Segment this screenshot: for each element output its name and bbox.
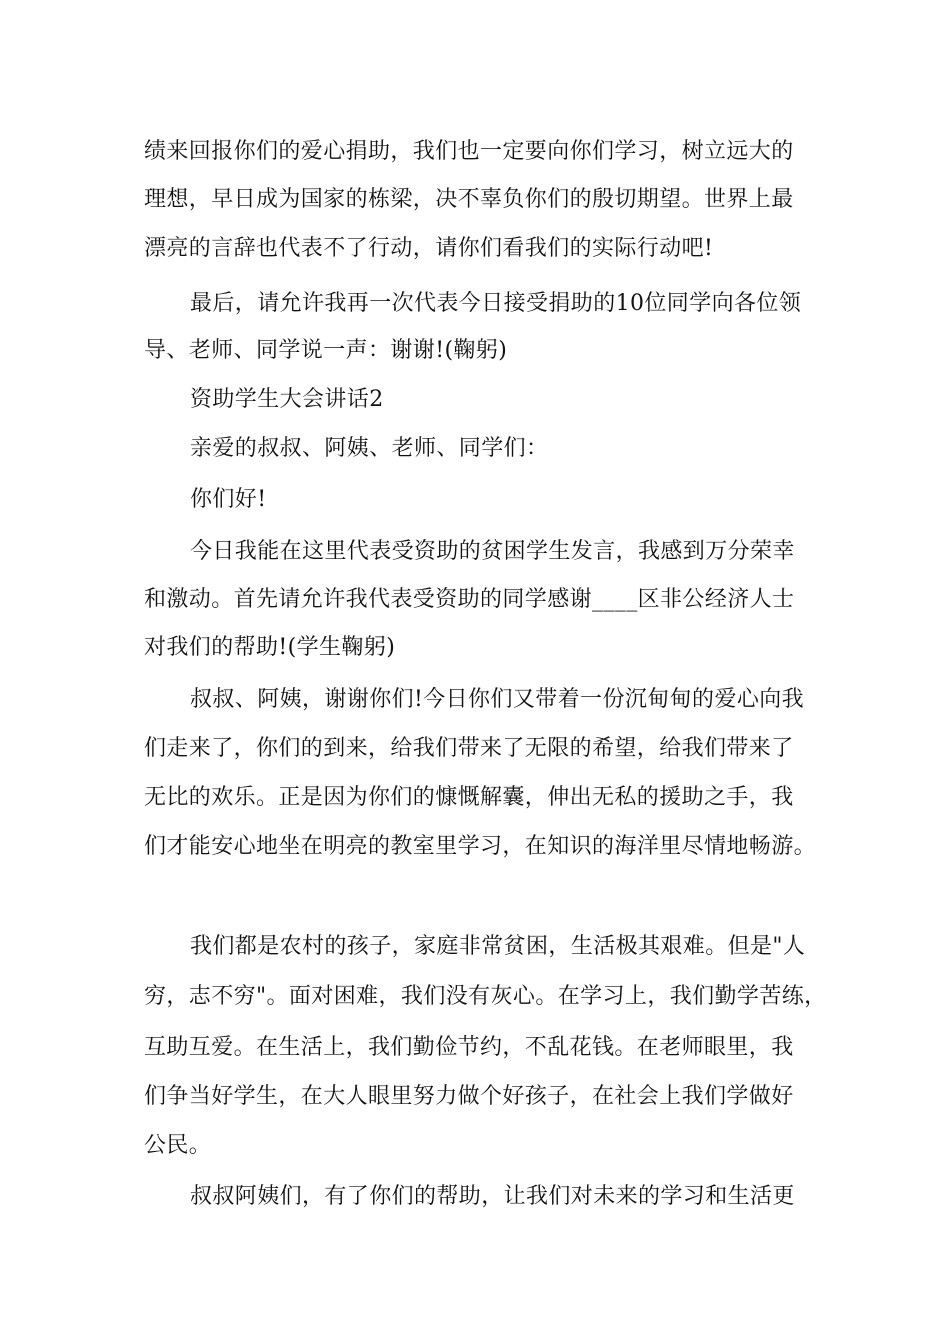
text-line: 漂亮的言辞也代表不了行动，请你们看我们的实际行动吧! xyxy=(144,236,714,261)
text-line: 们走来了，你们的到来，给我们带来了无限的希望，给我们带来了 xyxy=(144,736,794,761)
text-line: 绩来回报你们的爱心捐助，我们也一定要向你们学习，树立远大的 xyxy=(144,139,794,164)
text-line: 导、老师、同学说一声：谢谢!(鞠躬) xyxy=(144,338,508,363)
text-line: 理想，早日成为国家的栋梁，决不辜负你们的殷切期望。世界上最 xyxy=(144,187,794,212)
paragraph-start: 最后，请允许我再一次代表今日接受捐助的10位同学向各位领 xyxy=(190,291,802,316)
greeting: 你们好! xyxy=(190,487,267,512)
text-line: 公民。 xyxy=(144,1133,212,1158)
text-line: 和激动。首先请允许我代表受资助的同学感谢____区非公经济人士 xyxy=(144,587,795,612)
paragraph-start: 叔叔阿姨们，有了你们的帮助，让我们对未来的学习和生活更 xyxy=(190,1184,795,1209)
text-line: 们才能安心地坐在明亮的教室里学习，在知识的海洋里尽情地畅游。 xyxy=(144,834,817,859)
section-heading: 资助学生大会讲话2 xyxy=(190,387,384,412)
paragraph-start: 今日我能在这里代表受资助的贫困学生发言，我感到万分荣幸 xyxy=(190,539,795,564)
paragraph-start: 叔叔、阿姨，谢谢你们!今日你们又带着一份沉甸甸的爱心向我 xyxy=(190,687,805,712)
text-line: 对我们的帮助!(学生鞠躬) xyxy=(144,635,396,660)
text-line: 无比的欢乐。正是因为你们的慷慨解囊，伸出无私的援助之手，我 xyxy=(144,785,794,810)
text-line: 们争当好学生，在大人眼里努力做个好孩子，在社会上我们学做好 xyxy=(144,1084,794,1109)
text-line: 穷，志不穷"。面对困难，我们没有灰心。在学习上，我们勤学苦练， xyxy=(144,984,827,1009)
text-line: 互助互爱。在生活上，我们勤俭节约，不乱花钱。在老师眼里，我 xyxy=(144,1035,794,1060)
paragraph-start: 我们都是农村的孩子，家庭非常贫困，生活极其艰难。但是"人 xyxy=(190,934,806,959)
salutation: 亲爱的叔叔、阿姨、老师、同学们： xyxy=(190,436,549,461)
